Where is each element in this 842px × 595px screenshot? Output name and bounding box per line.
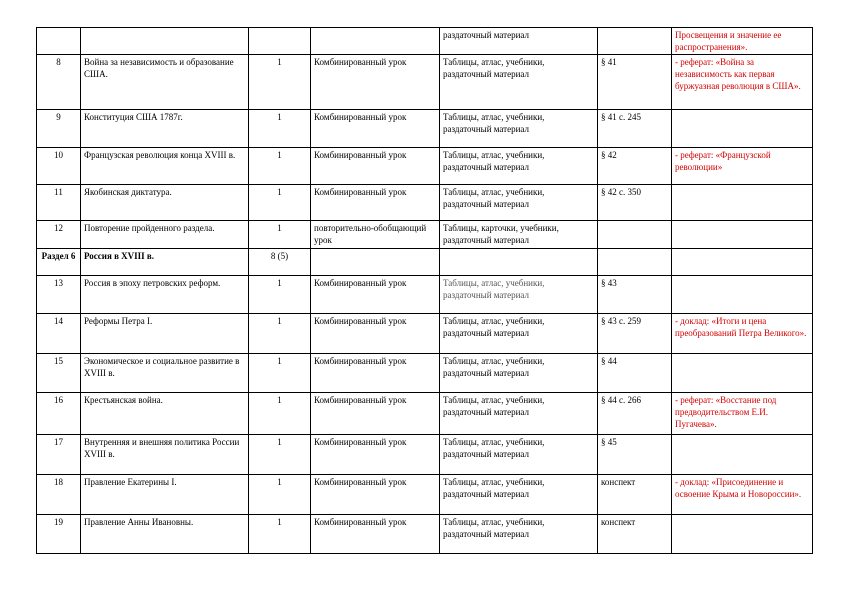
hours-cell: 1 bbox=[249, 515, 311, 554]
homework-cell: § 45 bbox=[598, 435, 672, 475]
lesson-number-cell: 13 bbox=[37, 276, 81, 314]
table-row bbox=[37, 435, 813, 475]
note-cell bbox=[672, 110, 813, 148]
lesson-topic-cell: Крестьянская война. bbox=[81, 393, 249, 435]
note-cell bbox=[672, 249, 813, 276]
materials-cell: Таблицы, атлас, учебники, раздаточный материал bbox=[440, 314, 598, 354]
lesson-topic-cell: Россия в XVIII в. bbox=[81, 249, 249, 276]
homework-cell: конспект bbox=[598, 515, 672, 554]
homework-cell: § 41 bbox=[598, 55, 672, 110]
materials-cell bbox=[440, 249, 598, 276]
lesson-type-cell: Комбинированный урок bbox=[311, 435, 440, 475]
lesson-number-cell: 8 bbox=[37, 55, 81, 110]
table-row bbox=[37, 185, 813, 221]
lesson-topic-cell: Война за независимость и образование США. bbox=[81, 55, 249, 110]
note-cell: Просвещения и значение ее распространения». bbox=[672, 28, 813, 55]
hours-cell: 1 bbox=[249, 354, 311, 393]
lesson-topic-cell: Реформы Петра I. bbox=[81, 314, 249, 354]
note-cell bbox=[672, 435, 813, 475]
table-row bbox=[37, 393, 813, 435]
note-cell: - доклад: «Присоединение и освоение Крыма и Новороссии». bbox=[672, 475, 813, 515]
hours-cell: 1 bbox=[249, 110, 311, 148]
homework-cell: § 43 с. 259 bbox=[598, 314, 672, 354]
lesson-type-cell: Комбинированный урок bbox=[311, 110, 440, 148]
table-row bbox=[37, 55, 813, 110]
lesson-type-cell bbox=[311, 249, 440, 276]
table-row bbox=[37, 28, 813, 55]
lesson-topic-cell: Экономическое и социальное развитие в XVIII в. bbox=[81, 354, 249, 393]
homework-cell: § 44 с. 266 bbox=[598, 393, 672, 435]
table-body bbox=[37, 28, 813, 554]
table-row bbox=[37, 110, 813, 148]
note-cell: - реферат: «Война за независимость как первая буржуазная революция в США». bbox=[672, 55, 813, 110]
lesson-number-cell: 17 bbox=[37, 435, 81, 475]
note-cell bbox=[672, 515, 813, 554]
lesson-type-cell: Комбинированный урок bbox=[311, 185, 440, 221]
hours-cell: 1 bbox=[249, 276, 311, 314]
lesson-number-cell: 10 bbox=[37, 148, 81, 185]
lesson-number-cell: 15 bbox=[37, 354, 81, 393]
lesson-type-cell: Комбинированный урок bbox=[311, 55, 440, 110]
lesson-type-cell bbox=[311, 28, 440, 55]
materials-cell: Таблицы, атлас, учебники, раздаточный материал bbox=[440, 435, 598, 475]
lesson-type-cell: Комбинированный урок bbox=[311, 276, 440, 314]
homework-cell: § 41 с. 245 bbox=[598, 110, 672, 148]
lesson-type-cell: Комбинированный урок bbox=[311, 475, 440, 515]
table-row bbox=[37, 276, 813, 314]
lesson-plan-table bbox=[36, 27, 813, 554]
note-cell: - реферат: «Французской революции» bbox=[672, 148, 813, 185]
lesson-topic-cell: Французская революция конца XVIII в. bbox=[81, 148, 249, 185]
lesson-number-cell: 12 bbox=[37, 221, 81, 249]
lesson-number-cell: 19 bbox=[37, 515, 81, 554]
lesson-type-cell: Комбинированный урок bbox=[311, 148, 440, 185]
note-cell bbox=[672, 221, 813, 249]
materials-cell: Таблицы, атлас, учебники, раздаточный материал bbox=[440, 475, 598, 515]
lesson-topic-cell: Внутренняя и внешняя политика России XVIII в. bbox=[81, 435, 249, 475]
lesson-number-cell: 18 bbox=[37, 475, 81, 515]
homework-cell: § 44 bbox=[598, 354, 672, 393]
homework-cell bbox=[598, 249, 672, 276]
lesson-topic-cell: Правление Анны Ивановны. bbox=[81, 515, 249, 554]
note-cell bbox=[672, 354, 813, 393]
lesson-number-cell: 14 bbox=[37, 314, 81, 354]
hours-cell: 1 bbox=[249, 475, 311, 515]
note-cell: - реферат: «Восстание под предводительством Е.И. Пугачева». bbox=[672, 393, 813, 435]
materials-cell: раздаточный материал bbox=[440, 28, 598, 55]
hours-cell: 8 (5) bbox=[249, 249, 311, 276]
table-row bbox=[37, 354, 813, 393]
hours-cell: 1 bbox=[249, 393, 311, 435]
hours-cell bbox=[249, 28, 311, 55]
lesson-type-cell: Комбинированный урок bbox=[311, 314, 440, 354]
lesson-type-cell: повторительно-обобщающий урок bbox=[311, 221, 440, 249]
homework-cell: § 43 bbox=[598, 276, 672, 314]
lesson-topic-cell: Якобинская диктатура. bbox=[81, 185, 249, 221]
hours-cell: 1 bbox=[249, 185, 311, 221]
lesson-type-cell: Комбинированный урок bbox=[311, 393, 440, 435]
materials-cell: Таблицы, атлас, учебники, раздаточный материал bbox=[440, 185, 598, 221]
materials-cell: Таблицы, атлас, учебники, раздаточный материал bbox=[440, 110, 598, 148]
lesson-topic-cell: Конституция США 1787г. bbox=[81, 110, 249, 148]
homework-cell: § 42 с. 350 bbox=[598, 185, 672, 221]
lesson-number-cell: Раздел 6 bbox=[37, 249, 81, 276]
table-row bbox=[37, 314, 813, 354]
lesson-topic-cell: Россия в эпоху петровских реформ. bbox=[81, 276, 249, 314]
section-row bbox=[37, 249, 813, 276]
lesson-type-cell: Комбинированный урок bbox=[311, 354, 440, 393]
materials-cell: Таблицы, атлас, учебники, раздаточный материал bbox=[440, 354, 598, 393]
lesson-number-cell bbox=[37, 28, 81, 55]
hours-cell: 1 bbox=[249, 314, 311, 354]
hours-cell: 1 bbox=[249, 55, 311, 110]
homework-cell bbox=[598, 28, 672, 55]
lesson-number-cell: 16 bbox=[37, 393, 81, 435]
homework-cell bbox=[598, 221, 672, 249]
table-row bbox=[37, 515, 813, 554]
note-cell bbox=[672, 185, 813, 221]
table-row bbox=[37, 475, 813, 515]
homework-cell: § 42 bbox=[598, 148, 672, 185]
table-row bbox=[37, 148, 813, 185]
hours-cell: 1 bbox=[249, 435, 311, 475]
table-row bbox=[37, 221, 813, 249]
lesson-topic-cell: Правление Екатерины I. bbox=[81, 475, 249, 515]
lesson-topic-cell bbox=[81, 28, 249, 55]
homework-cell: конспект bbox=[598, 475, 672, 515]
lesson-topic-cell: Повторение пройденного раздела. bbox=[81, 221, 249, 249]
hours-cell: 1 bbox=[249, 148, 311, 185]
materials-cell: Таблицы, атлас, учебники, раздаточный материал bbox=[440, 276, 598, 314]
materials-cell: Таблицы, карточки, учебники, раздаточный материал bbox=[440, 221, 598, 249]
hours-cell: 1 bbox=[249, 221, 311, 249]
note-cell: - доклад: «Итоги и цена преобразований Петра Великого». bbox=[672, 314, 813, 354]
lesson-type-cell: Комбинированный урок bbox=[311, 515, 440, 554]
lesson-number-cell: 11 bbox=[37, 185, 81, 221]
materials-cell: Таблицы, атлас, учебники, раздаточный материал bbox=[440, 393, 598, 435]
lesson-number-cell: 9 bbox=[37, 110, 81, 148]
materials-cell: Таблицы, атлас, учебники, раздаточный материал bbox=[440, 148, 598, 185]
materials-cell: Таблицы, атлас, учебники, раздаточный материал bbox=[440, 55, 598, 110]
materials-cell: Таблицы, атлас, учебники, раздаточный материал bbox=[440, 515, 598, 554]
note-cell bbox=[672, 276, 813, 314]
